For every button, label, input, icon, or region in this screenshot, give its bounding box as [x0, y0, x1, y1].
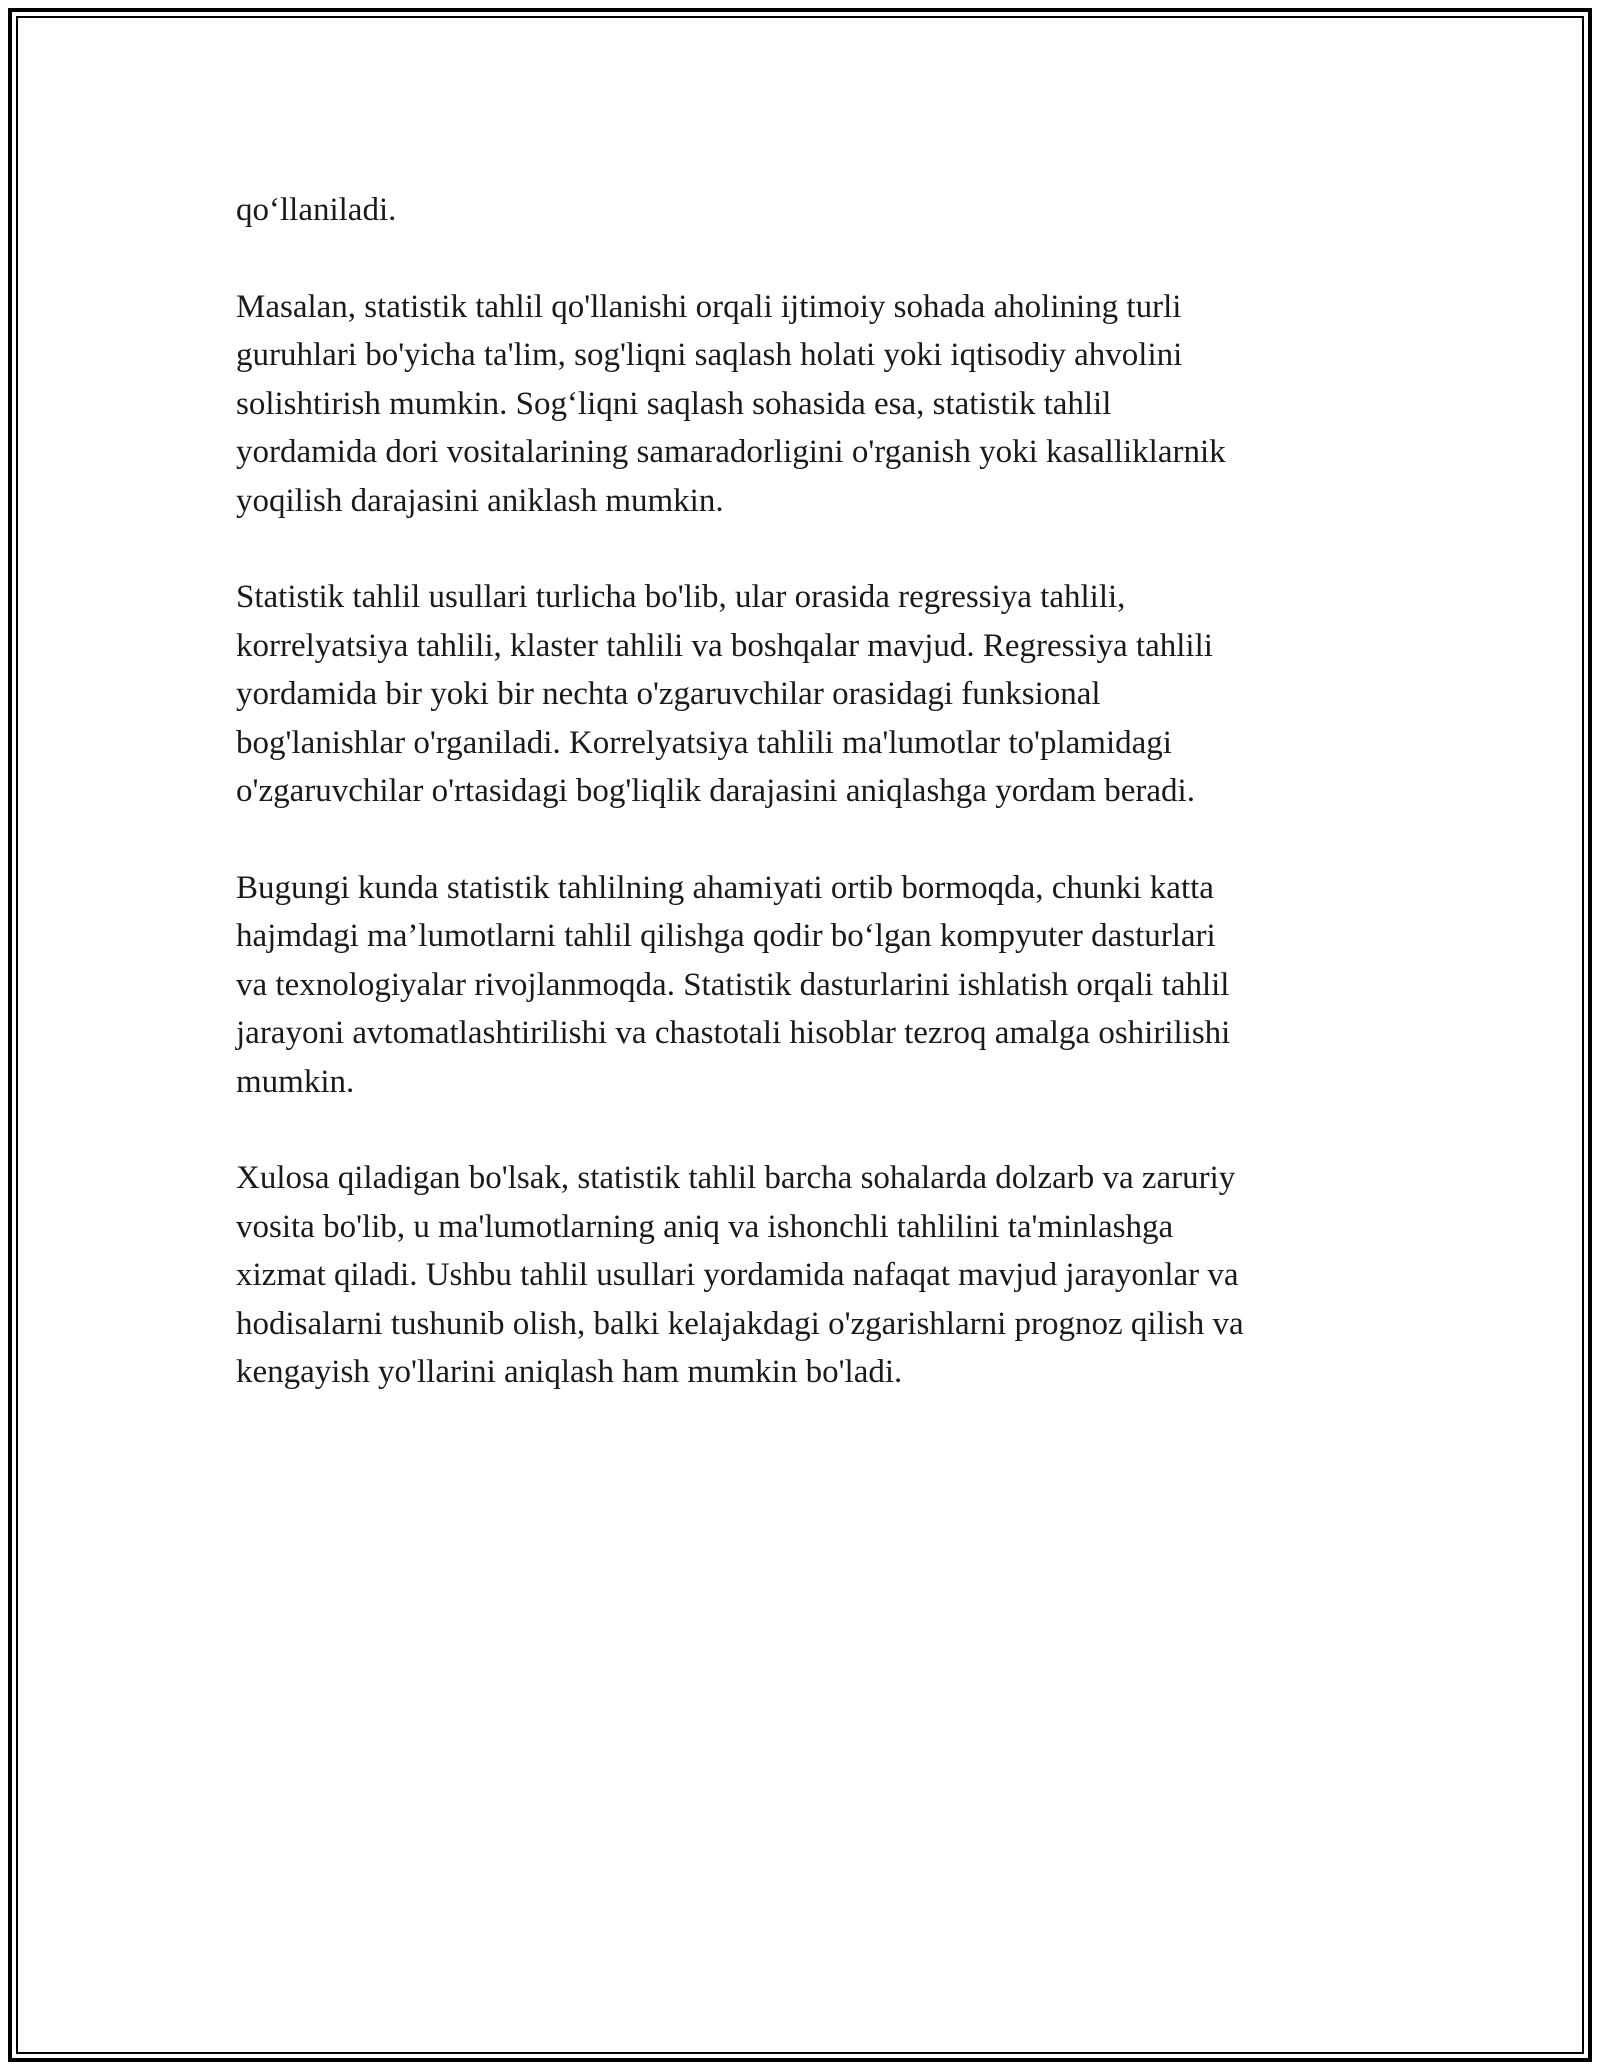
text-line: yoqilish darajasini aniklash mumkin. [236, 482, 724, 519]
text-line: hodisalarni tushunib olish, balki kelajakdagi o'zgarishlarni prognoz qilish va [236, 1305, 1244, 1342]
text-line: kengayish yo'llarini aniqlash ham mumkin bo'ladi. [236, 1354, 903, 1390]
text-line: xizmat qiladi. Ushbu tahlil usullari yordamida nafaqat mavjud jarayonlar va [236, 1257, 1239, 1293]
text-line: Statistik tahlil usullari turlicha bo'lib, ular orasida regressiya tahlili, [236, 579, 1126, 615]
text-line: Masalan, statistik tahlil qo'llanishi orqali ijtimoiy sohada aholining turli [236, 288, 1182, 325]
paragraph-3 [236, 573, 1386, 816]
text-line: mumkin. [236, 1063, 355, 1100]
paragraph-1 [236, 186, 1386, 235]
text-line: yordamida bir yoki bir nechta o'zgaruvchilar orasidagi funksional [236, 676, 1101, 712]
text-line: Xulosa qiladigan bo'lsak, statistik tahlil barcha sohalarda dolzarb va zaruriy [236, 1160, 1236, 1196]
text-line: yordamida dori vositalarining samaradorligini o'rganish yoki kasalliklarnik [236, 434, 1226, 470]
text-line: guruhlari bo'yicha ta'lim, sog'liqni saqlash holati yoki iqtisodiy ahvolini [236, 337, 1183, 373]
text-line: jarayoni avtomatlashtirilishi va chastotali hisoblar tezroq amalga oshirilishi [236, 1015, 1231, 1051]
text-line: Bugungi kunda statistik tahlilning ahamiyati ortib bormoqda, chunki katta [236, 869, 1214, 906]
document-body [236, 186, 1386, 1445]
text-line: solishtirish mumkin. Sog‘liqni saqlash sohasida esa, statistik tahlil [236, 385, 1112, 422]
text-line: qo‘llaniladi. [236, 192, 397, 228]
paragraph-4 [236, 864, 1386, 1107]
text-line: va texnologiyalar rivojlanmoqda. Statistik dasturlarini ishlatish orqali tahlil [236, 966, 1230, 1003]
text-line: o'zgaruvchilar o'rtasidagi bog'liqlik darajasini aniqlashga yordam beradi. [236, 773, 1195, 809]
text-line: vosita bo'lib, u ma'lumotlarning aniq va ishonchli tahlilini ta'minlashga [236, 1208, 1174, 1245]
text-line: korrelyatsiya tahlili, klaster tahlili va boshqalar mavjud. Regressiya tahlili [236, 627, 1213, 664]
paragraph-2 [236, 283, 1386, 526]
text-line: bog'lanishlar o'rganiladi. Korrelyatsiya tahlili ma'lumotlar to'plamidagi [236, 724, 1172, 761]
text-line: hajmdagi ma’lumotlarni tahlil qilishga qodir bo‘lgan kompyuter dasturlari [236, 918, 1216, 954]
paragraph-5 [236, 1154, 1386, 1397]
